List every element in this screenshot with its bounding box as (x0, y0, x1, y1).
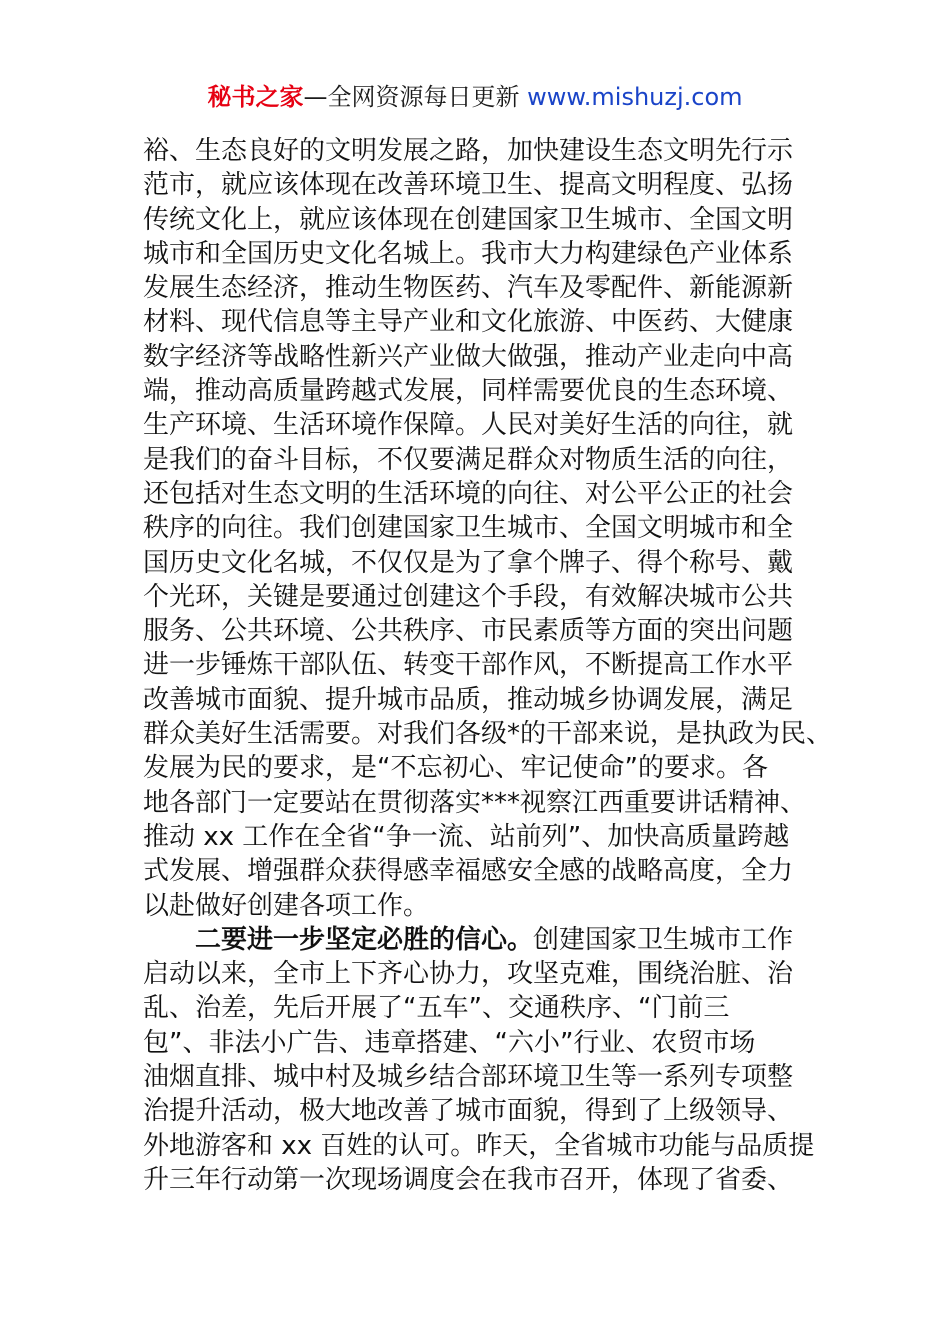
site-brand: 秘书之家 (207, 83, 304, 111)
paragraph-2-first-line (143, 923, 823, 957)
text-line: 以赴做好创建各项工作。 (143, 890, 430, 921)
text-line: 城市和全国历史文化名城上。我市大力构建绿色产业体系 (143, 238, 794, 269)
text-line: 材料、现代信息等主导产业和文化旅游、中医药、大健康 (143, 307, 794, 338)
text-line: 包”、非法小广告、违章搭建、“六小”行业、农贸市场 (143, 1027, 756, 1058)
text-line: 式发展、增强群众获得感幸福感安全感的战略高度，全力 (143, 856, 794, 887)
text-line: 发展为民的要求，是“不忘初心、牢记使命”的要求。各 (143, 753, 768, 784)
text-line: 推动 xx 工作在全省“争一流、站前列”、加快高质量跨越 (143, 821, 790, 852)
text-line: 群众美好生活需要。对我们各级*的干部来说，是执政为民、 (143, 719, 833, 750)
site-url[interactable]: www.mishuzj.com (527, 83, 743, 111)
text-line: 个光环，关键是要通过创建这个手段，有效解决城市公共 (143, 581, 794, 612)
text-line: 端，推动高质量跨越式发展，同样需要优良的生态环境、 (143, 376, 794, 407)
text-line: 数字经济等战略性新兴产业做大做强，推动产业走向中高 (143, 341, 794, 372)
paragraph-2-heading: 二要进一步坚定必胜的信心。 (195, 924, 534, 955)
text-line: 秩序的向往。我们创建国家卫生城市、全国文明城市和全 (143, 513, 794, 544)
text-line: 启动以来，全市上下齐心协力，攻坚克难，围绕治脏、治 (143, 959, 794, 990)
text-line: 治提升活动，极大地改善了城市面貌，得到了上级领导、 (143, 1096, 794, 1127)
text-line: 外地游客和 xx 百姓的认可。昨天，全省城市功能与品质提 (143, 1130, 815, 1161)
text-line: 进一步锤炼干部队伍、转变干部作风，不断提高工作水平 (143, 650, 794, 681)
text-line: 服务、公共环境、公共秩序、市民素质等方面的突出问题 (143, 616, 794, 647)
text-line: 传统文化上，就应该体现在创建国家卫生城市、全国文明 (143, 204, 794, 235)
paragraph-2-lead-text: 创建国家卫生城市工作 (533, 924, 794, 955)
text-line: 生产环境、生活环境作保障。人民对美好生活的向往，就 (143, 410, 794, 441)
text-line: 裕、生态良好的文明发展之路，加快建设生态文明先行示 (143, 136, 794, 166)
text-line: 范市，就应该体现在改善环境卫生、提高文明程度、弘扬 (143, 170, 794, 201)
text-line: 地各部门一定要站在贯彻落实***视察江西重要讲话精神、 (143, 787, 807, 818)
document-body (143, 134, 833, 1197)
text-line: 升三年行动第一次现场调度会在我市召开，体现了省委、 (143, 1164, 794, 1195)
text-line: 乱、治差，先后开展了“五车”、交通秩序、“门前三 (143, 993, 730, 1024)
text-line: 还包括对生态文明的生活环境的向往、对公平公正的社会 (143, 478, 794, 509)
text-line: 发展生态经济，推动生物医药、汽车及零配件、新能源新 (143, 273, 794, 304)
text-line: 国历史文化名城，不仅仅是为了拿个牌子、得个称号、戴 (143, 547, 794, 578)
text-line: 改善城市面貌、提升城市品质，推动城乡协调发展，满足 (143, 684, 794, 715)
text-line: 油烟直排、城中村及城乡结合部环境卫生等一系列专项整 (143, 1062, 794, 1093)
site-header (0, 82, 950, 112)
site-tagline: —全网资源每日更新 (303, 83, 528, 111)
text-line: 是我们的奋斗目标，不仅要满足群众对物质生活的向往， (143, 444, 794, 475)
